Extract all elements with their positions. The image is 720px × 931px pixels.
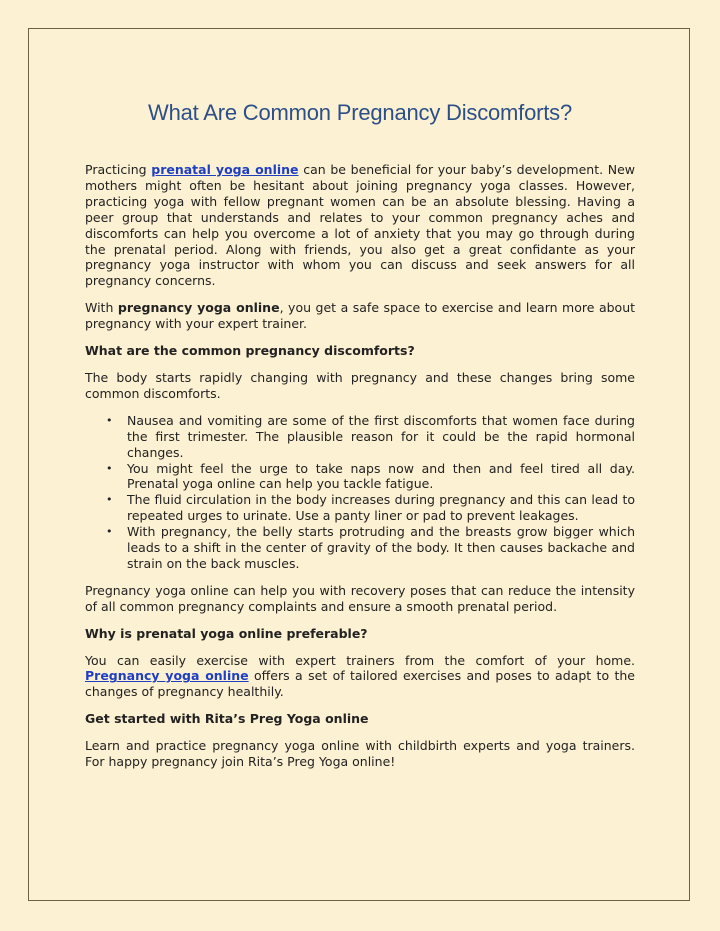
bullet-icon: • (106, 413, 113, 427)
paragraph-2 (85, 300, 635, 332)
list-item-text: Nausea and vomiting are some of the first discomforts that women face during the first trimester. The plausible reason for it could be the rapid hormonal changes. (127, 412, 635, 460)
list-item-text: With pregnancy, the belly starts protruding and the breasts grow bigger which leads to a shift in the center of gravity of the body. It then causes backache and strain on the back muscles. (127, 524, 635, 571)
bullet-icon: • (106, 525, 113, 539)
para2-text-start: With (85, 300, 118, 316)
section-heading-get-started: Get started with Rita’s Preg Yoga online (85, 711, 369, 727)
section-heading-discomforts: What are the common pregnancy discomforts? (85, 343, 415, 359)
list-item-text: You might feel the urge to take naps now and then and feel tired all day. Prenatal yoga online can help you tackle fatigue. (127, 460, 635, 492)
document-body (85, 100, 635, 781)
bullet-icon: • (106, 493, 113, 507)
para5-text-end: offers a set of tailored exercises and poses to adapt to the changes of pregnancy healthily. (85, 668, 635, 700)
list-item (106, 412, 635, 461)
paragraph-6: Learn and practice pregnancy yoga online with childbirth experts and yoga trainers. For happy pregnancy join Rita’s Preg Yoga online! (85, 738, 635, 770)
intro-paragraph (85, 162, 635, 289)
page-title: What Are Common Pregnancy Discomforts? (148, 100, 572, 125)
paragraph-4: Pregnancy yoga online can help you with recovery poses that can reduce the intensity of all common pregnancy complaints and ensure a smooth prenatal period. (85, 582, 635, 614)
discomforts-list (85, 413, 635, 572)
pregnancy-yoga-link[interactable]: Pregnancy yoga online (85, 668, 249, 684)
para5-text-start: You can easily exercise with expert trainers from the comfort of your home. (85, 652, 635, 668)
intro-text-end: can be beneficial for your baby’s development. New mothers might often be hesitant about joining pregnancy yoga classes. However, practicing yoga with fellow pregnant women can be an absolute blessing. Having a peer group that understands and relates to your common pregnancy aches and discomforts can help you overcome a lot of anxiety that you may go through during the prenatal period. Along with friends, you also get a great confidante as your pregnancy yoga instructor with whom you can discuss and seek answers for all pregnancy concerns. (85, 162, 636, 289)
prenatal-yoga-link[interactable]: prenatal yoga online (151, 162, 299, 177)
paragraph-5 (85, 653, 635, 701)
intro-text-start: Practicing (85, 162, 152, 177)
bullet-icon: • (106, 461, 113, 475)
list-item (106, 460, 635, 493)
para2-text-end: , you get a safe space to exercise and learn more about pregnancy with your expert trainer. (85, 300, 636, 332)
list-item (106, 492, 635, 524)
para2-bold-phrase: pregnancy yoga online (117, 300, 280, 316)
list-item-text: The fluid circulation in the body increases during pregnancy and this can lead to repeated urges to urinate. Use a panty liner or pad to prevent leakages. (127, 492, 635, 524)
section-heading-why: Why is prenatal yoga online preferable? (85, 625, 368, 641)
list-item (106, 524, 635, 572)
paragraph-3: The body starts rapidly changing with pregnancy and these changes bring some common discomforts. (85, 369, 635, 401)
